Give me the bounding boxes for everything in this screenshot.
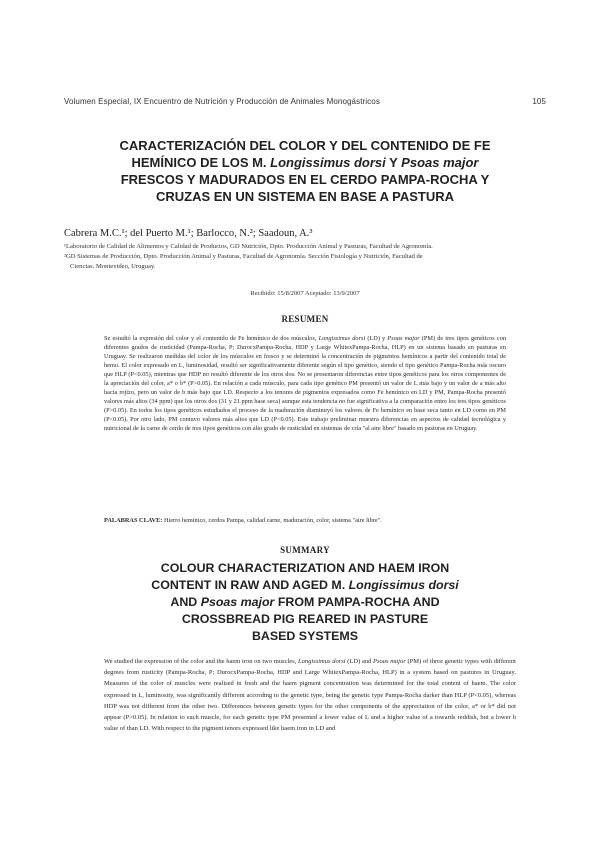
text-run: We studied the expression of the color and the haem iron on two muscles, [104,658,299,665]
title-line [64,594,546,611]
muscle-name: Psoas major [387,335,420,342]
received-accepted-dates: Recibido: 15/8/2007 Aceptado: 13/9/2007 [250,290,360,297]
muscle-name: Longissimus dorsi [318,335,366,342]
keywords [104,517,506,524]
affiliation: ²GD Sistemas de Producción, Dpto. Producción Animal y Pasturas, Facultad de Agronomía. Sección Fisiología y Nutrición, Facultad de [64,253,423,261]
title-muscle-name: Longissimus dorsi [348,578,459,592]
english-title [64,560,546,645]
title-fragment: CONTENT IN RAW AND AGED M. [151,578,349,592]
affiliation: ¹Laboratorio de Calidad de Alimentos y Calidad de Productos, GD Nutrición, Dpto. Producción Animal y Pasturas, Facultad de Agronomía. [64,243,433,250]
keywords-label: PALABRAS CLAVE: [104,517,163,524]
affiliations [64,242,546,273]
keywords-text: Hierro hemínico, cerdos Pampa, calidad carne, maduración, color, sistema "aire libre". [162,517,382,524]
title-line [64,154,546,171]
summary-heading: SUMMARY [280,545,330,555]
abstract-paragraph [104,656,516,734]
author-list: Cabrera M.C.¹; del Puerto M.¹; Barlocco, N.²; Saadoun, A.³ [64,228,313,239]
title-fragment: FROM PAMPA-ROCHA AND [274,595,440,609]
title-fragment: HEMÍNICO DE LOS M. [131,155,271,170]
resumen-abstract [104,334,506,434]
title-line: FRESCOS Y MADURADOS EN EL CERDO PAMPA-ROCHA Y [120,172,490,187]
title-fragment: Y [385,155,402,170]
title-muscle-name: Psoas major [401,155,479,170]
text-run: (LD) y [365,335,388,342]
journal-name: Volumen Especial, IX Encuentro de Nutrición y Producción de Animales Monogástricos [64,97,380,106]
title-line: CRUZAS EN UN SISTEMA EN BASE A PASTURA [155,189,455,204]
abstract-paragraph [104,334,506,434]
text-run: (LD) and [345,658,374,665]
title-line: CROSSBREAD PIG REARED IN PASTURE [181,612,429,626]
title-line [64,577,546,594]
page-number: 105 [532,97,546,106]
summary-abstract [104,656,516,734]
title-muscle-name: Longissimus dorsi [270,155,386,170]
spanish-title [64,137,546,205]
title-line: CARACTERIZACIÓN DEL COLOR Y DEL CONTENIDO DE FE [119,138,491,153]
title-fragment: AND [170,595,201,609]
title-line: BASED SYSTEMS [251,629,359,643]
text-run: Se estudió la expresión del color y el contenido de Fe hemínico de dos músculos, [104,335,319,342]
muscle-name: Longissimus dorsi [298,658,346,665]
running-head [64,97,546,106]
affiliation: Ciencias. Montevideo, Uruguay. [70,263,156,271]
title-line: COLOUR CHARACTERIZATION AND HAEM IRON [160,561,450,575]
resumen-heading: RESUMEN [281,314,329,324]
muscle-name: Psoas major [373,658,406,665]
text-run: (PM) de tres tipos genéticos con diferentes grados de rusticidad (Pampa-Rocha, P; DurocxPampa-Rocha, HDP y Large WhitexPampa-Rocha, HLP) en un sistema basado en pasturas en Uruguay. Se realizaron medidas del color de los músculos en fresco y se determinó la concentración de pigmentos hemínicos a partir del contenido total de hemo. El color expresado en L, luminosidad, resultó ser significativamente diferente según el tipo genético, siendo el tipo genético Pampa-Rocha más oscuro que HLP (P<0.05), mientras que HDP no resultó diferente de los otros dos. No se presentaron diferencias entre tipos genéticos para los otros componentes de la apreciación del color, a* o b* (P>0.05). En relación a cada músculo, para cada tipo genético PM presentó un valor de L más bajo y un valor de a más alto hacia rojizo, pero un valor de b más bajo que LD. Respecto a los tenores de pigmentos expresados como Fe hemínico en LD y PM, Pampa-Rocha presentó valores más altos (34 ppm) que los otros dos (31 y 21 ppm base seca) aunque esta tendencia no fue significativa a la comparación entre los tres tipos genéticos (P>0.05). En todos los tipos genéticos estudiados el proceso de la maduración disminuyó los valores de Fe hemínico en base seca tanto en LD como en PM (P<0.05). Por otro lado, PM contuvo valores más altos que LD (P<0.05). Este trabajo preliminar muestra diferencias en aspectos de calidad tecnológica y nutricional de la carne de cerdo de tres tipos genéticos con alto grado de rusticidad en sistemas de cría "al aire libre" basado en pasturas en Uruguay. [104,335,506,433]
title-muscle-name: Psoas major [200,595,275,609]
text-run: (PM) of three genetic types with different degrees from rusticity (Pampa-Rocha, P; DurocxPampa-Rocha, HDP and Large WhitexPampa-Rocha, HLP) in a system based on pastures in Uruguay. Measures of the color of muscles were realised in fresh and the haem pigment concentration was determined for the total content of haem. The color expressed in L, luminosity, was significantly different according to the genetic type, being the genetic type Pampa-Rocha darker than HLP (P<0.05), whereas HDP was not different from the other two. Differences between genetic types for the other components of the appreciation of the color, a* or b* did not appear (P>0.05). In relation to each muscle, for each genetic type PM presented a lower value of L and a higher value of a towards reddish, but a lower b value of than LD. With respect to the pigment tenors expressed like haem iron in LD and [104,658,516,733]
